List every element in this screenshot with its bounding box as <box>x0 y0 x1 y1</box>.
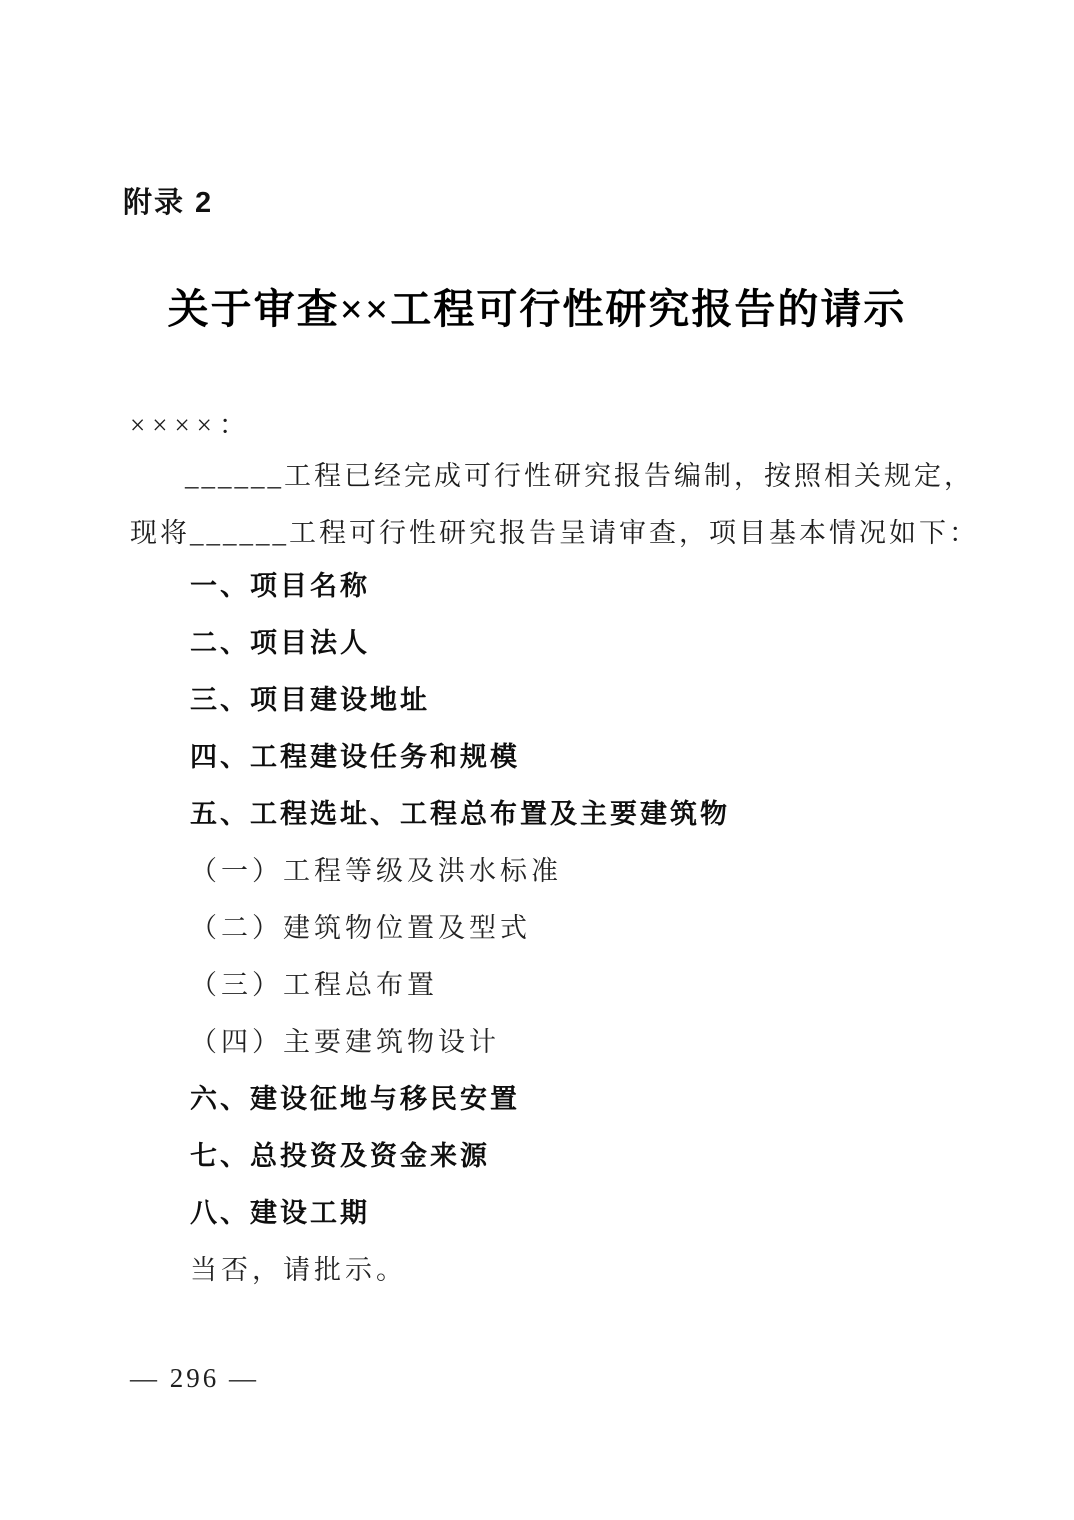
section-list <box>190 558 970 1299</box>
salutation-line: ××××： <box>130 410 253 440</box>
section-item-8: 八、建设工期 <box>190 1198 370 1228</box>
section-item-7: 七、总投资及资金来源 <box>190 1141 490 1171</box>
sub-item-5-2: （二）建筑物位置及型式 <box>190 913 531 943</box>
page-number: — 296 — <box>130 1363 259 1393</box>
section-item-5: 五、工程选址、工程总布置及主要建筑物 <box>190 799 730 829</box>
section-item-4: 四、工程建设任务和规模 <box>190 742 520 772</box>
sub-item-5-3: （三）工程总布置 <box>190 970 438 1000</box>
section-item-1: 一、项目名称 <box>190 571 370 601</box>
sub-item-5-4: （四）主要建筑物设计 <box>190 1027 500 1057</box>
intro-paragraph-line-1: ______工程已经完成可行性研究报告编制，按照相关规定， <box>185 461 974 491</box>
sub-item-5-1: （一）工程等级及洪水标准 <box>190 856 562 886</box>
closing-line: 当否，请批示。 <box>190 1255 407 1285</box>
intro-paragraph <box>130 448 979 562</box>
section-item-3: 三、项目建设地址 <box>190 685 430 715</box>
section-item-2: 二、项目法人 <box>190 628 370 658</box>
section-item-6: 六、建设征地与移民安置 <box>190 1084 520 1114</box>
intro-paragraph-line-2: 现将______工程可行性研究报告呈请审查，项目基本情况如下： <box>130 518 979 548</box>
appendix-label: 附录 2 <box>123 187 214 219</box>
document-title: 关于审查××工程可行性研究报告的请示 <box>167 286 907 332</box>
